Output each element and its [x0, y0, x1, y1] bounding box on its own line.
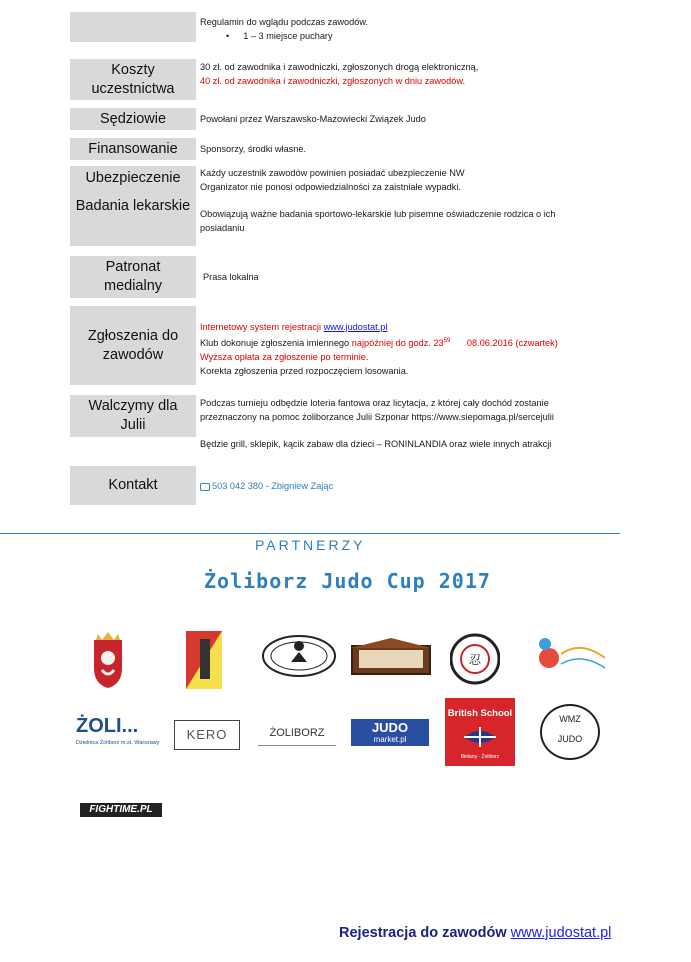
label-koszty: Koszty uczestnictwa	[70, 59, 196, 100]
row-sedziowie	[70, 108, 620, 130]
phone-icon	[200, 483, 210, 491]
label-finansowanie: Finansowanie	[70, 138, 196, 160]
svg-text:忍: 忍	[468, 653, 482, 667]
row-kontakt	[70, 466, 620, 505]
regulamin-text	[200, 15, 620, 43]
kontakt-text: 503 042 380 - Zbigniew Zając	[200, 479, 620, 493]
zoliborz-logo: ŻOLIBORZ	[258, 723, 336, 746]
british-school-logo: British School Bielany · Żoliborz	[445, 698, 515, 766]
sedziowie-text: Powołani przez Warszawsko-Mazowiecki Związek Judo	[200, 114, 426, 124]
patronat-text: Prasa lokalna	[203, 272, 259, 282]
label-kontakt: Kontakt	[70, 466, 196, 505]
row-finansowanie	[70, 138, 620, 160]
row-regulamin	[70, 12, 620, 42]
footer-text: Rejestracja do zawodów	[339, 925, 507, 941]
zoli-logo: ŻOLI... Dzielnica Żoliborz m.st. Warszawy	[76, 715, 160, 746]
wmz-judo-logo: WMZ JUDO	[540, 704, 600, 760]
event-title: Żoliborz Judo Cup 2017	[204, 569, 491, 593]
koszty-text	[200, 60, 620, 88]
walczymy-text: Podczas turnieju odbędzie loteria fantowa oraz licytacja, z której cały dochód zostanie przeznaczony na pomoc żoliborzance Julii Szponar https://www.siepomaga.pl/sercejulii Będzie grill, sklepik, kącik zabaw dla dzieci – RONINLANDIA oraz wiele innych atrakcji	[200, 398, 554, 449]
ubezpieczenie-text: Każdy uczestnik zawodów powinien posiadać ubezpieczenie NW Organizator nie ponosi odpowiedzialności za zaistniałe wypadki. Obowiązują ważne badania sportowo-lekarskie lub pisemne oświadczenie rodzica o ich posiadaniu	[200, 168, 556, 233]
ronin-team-logo	[450, 630, 500, 688]
label-patronat: Patronat medialny	[70, 256, 196, 298]
mural-logo	[535, 634, 613, 678]
footer	[339, 925, 611, 941]
label-zgloszenia: Zgłoszenia do zawodów	[70, 306, 196, 385]
judo-market-logo: JUDO market.pl	[351, 719, 429, 746]
partners-heading: PARTNERZY	[255, 537, 366, 553]
zgloszenia-text: Internetowy system rejestracji www.judostat.pl Klub dokonuje zgłoszenia imiennego najpóźniej do godz. $23^{59}$ 08.06.2016 (czwartek) Wyższa opłata za zgłoszenie po terminie. Korekta zgłoszenia przed rozpoczęciem losowania.	[200, 322, 558, 377]
label-sedziowie: Sędziowie	[70, 108, 196, 130]
row-zgloszenia	[70, 306, 620, 385]
label-ubezpieczenie: Ubezpieczenie Badania lekarskie	[70, 166, 196, 246]
judostat-link[interactable]: www.judostat.pl	[323, 322, 388, 332]
footer-link[interactable]: www.judostat.pl	[510, 925, 612, 941]
divider	[0, 533, 620, 534]
zoliborz-district-logo	[184, 629, 224, 691]
fighttime-logo: FIGHTIME.PL	[80, 803, 162, 817]
label-empty	[70, 12, 196, 42]
regulamin-bullet: • 1 – 3 miejsce puchary	[200, 29, 620, 43]
regulamin-line: Regulamin do wglądu podczas zawodów.	[200, 17, 369, 27]
koszty-line2: 40 zł. od zawodnika i zawodniczki, zgłoszonych w dniu zawodów.	[200, 76, 466, 86]
finansowanie-text: Sponsorzy, środki własne.	[200, 144, 307, 154]
koszty-line1: 30 zł. od zawodnika i zawodniczki, zgłoszonych drogą elektroniczną,	[200, 62, 479, 72]
kero-logo: KERO	[174, 720, 240, 750]
label-walczymy: Walczymy dla Julii	[70, 395, 196, 437]
row-patronat	[70, 256, 620, 298]
dojo-logo	[351, 638, 431, 678]
row-ubezpieczenie	[70, 166, 620, 246]
row-koszty	[70, 59, 620, 100]
row-walczymy	[70, 395, 620, 449]
judo-club-logo	[261, 634, 337, 678]
warsaw-crest-logo	[88, 628, 128, 690]
